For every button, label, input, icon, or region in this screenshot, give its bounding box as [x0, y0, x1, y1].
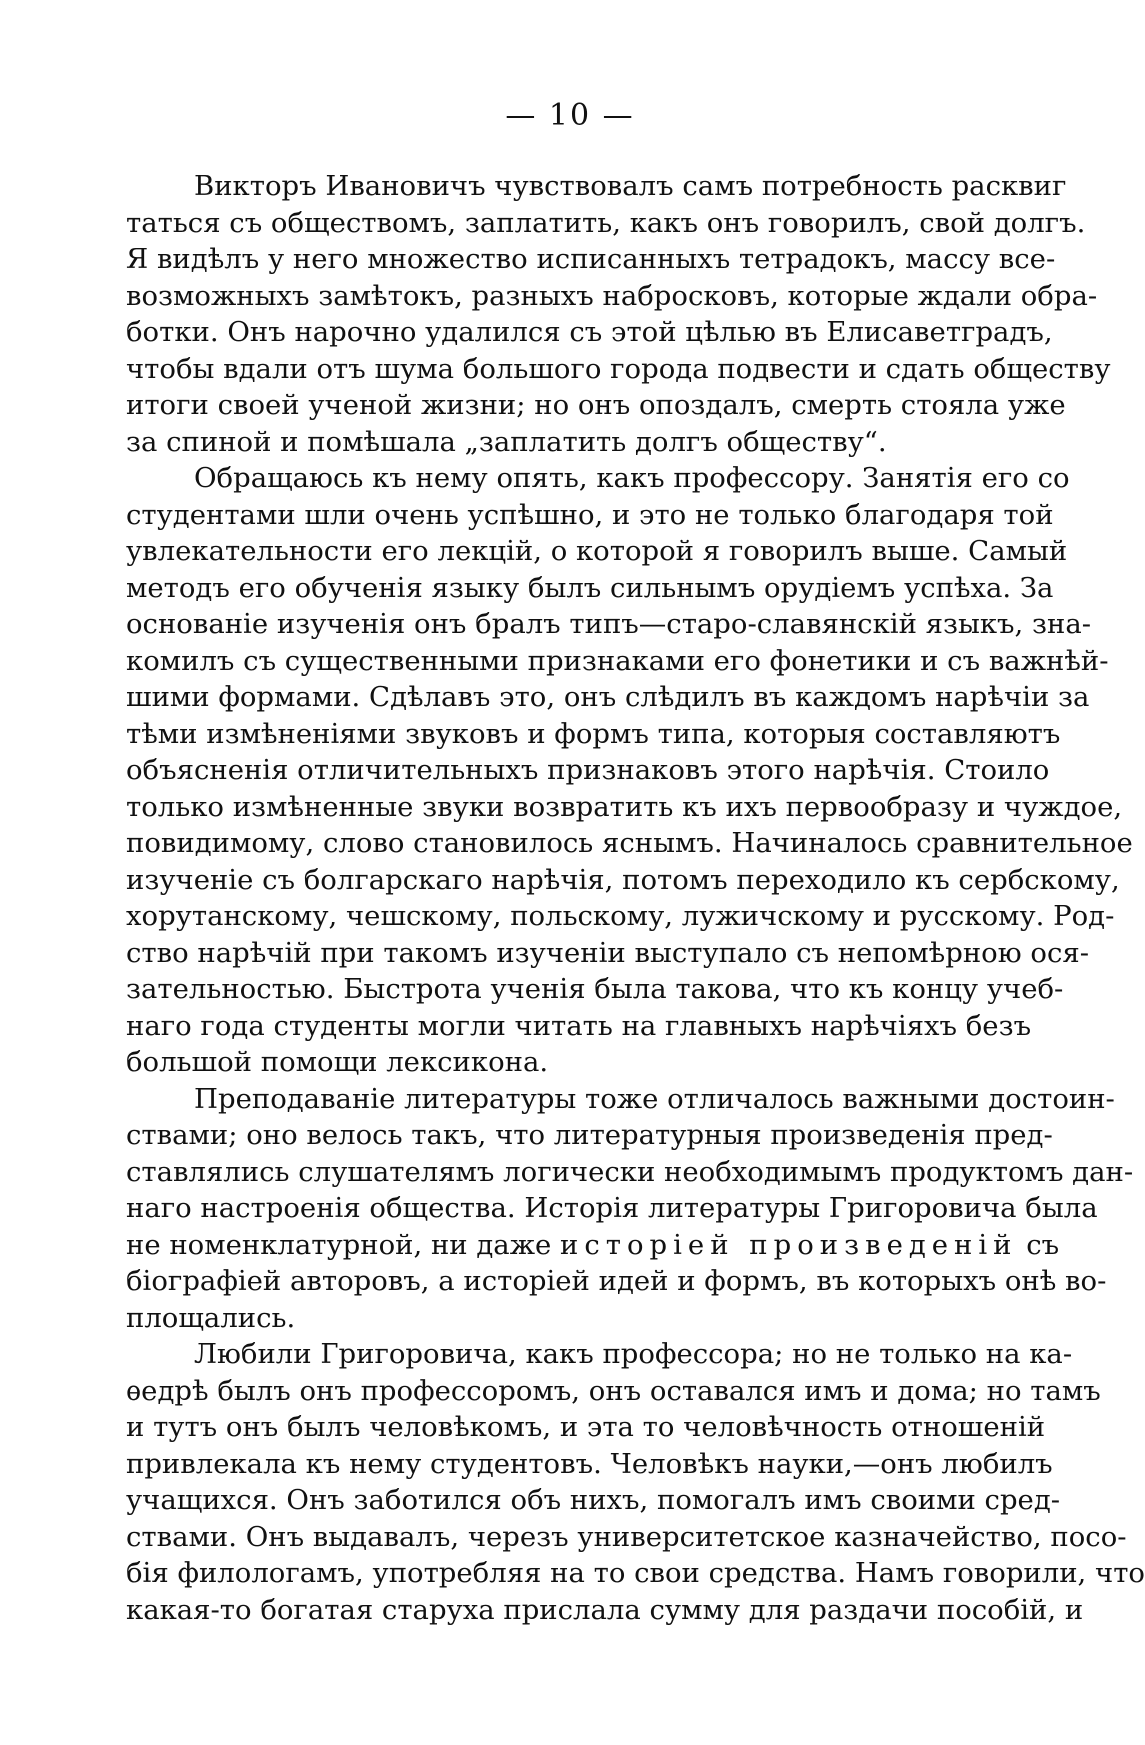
text-line: ствами. Онъ выдавалъ, черезъ университетское казначейство, посо-: [126, 1520, 1127, 1553]
text-line: чтобы вдали отъ шума большого города подвести и сдать обществу: [126, 352, 1111, 385]
text-line: Я видѣлъ у него множество исписанныхъ тетрадокъ, массу все-: [126, 243, 1056, 275]
text-line: площались.: [126, 1301, 296, 1334]
text-line: таться съ обществомъ, заплатить, какъ онъ говорилъ, свой долгъ.: [126, 206, 1086, 239]
text-line: ствами; оно велось такъ, что литературныя произведенія пред-: [126, 1119, 1053, 1151]
paragraph-3: [126, 1081, 1134, 1337]
text-line: итоги своей ученой жизни; но онъ опоздалъ, смерть стояла уже: [126, 389, 1066, 421]
text-line: ботки. Онъ нарочно удалился съ этой цѣлью въ Елисаветградъ,: [126, 316, 1053, 348]
text-line: ставлялись слушателямъ логически необходимымъ продуктомъ дан-: [126, 1155, 1134, 1188]
text-line: ѳедрѣ былъ онъ профессоромъ, онъ оставался имъ и дома; но тамъ: [126, 1374, 1101, 1407]
text-line: возможныхъ замѣтокъ, разныхъ набросковъ, которые ждали обра-: [126, 279, 1098, 312]
text-line: хорутанскому, чешскому, польскому, лужичскому и русскому. Род-: [126, 900, 1115, 932]
text-line: только измѣненные звуки возвратить къ ихъ первообразу и чуждое,: [126, 790, 1123, 823]
text-line: за спиной и помѣшала „заплатить долгъ обществу“.: [126, 425, 887, 458]
text-line-with-spaced-emphasis: [126, 1227, 1060, 1264]
text-line: Обращаюсь къ нему опять, какъ профессору. Занятія его со: [194, 462, 1070, 494]
paragraph-4: [126, 1336, 1145, 1628]
text-line: какая-то богатая старуха прислала сумму для раздачи пособій, и: [126, 1593, 1084, 1626]
page-number: — 10 —: [505, 98, 635, 133]
text-line: студентами шли очень успѣшно, и это не только благодаря той: [126, 498, 1054, 531]
text-line: объясненія отличительныхъ признаковъ этого нарѣчія. Стоило: [126, 754, 1050, 786]
spaced-emphasis: исторіей произведеній: [560, 1228, 1018, 1261]
body-text: [126, 168, 1145, 1628]
text-segment: не номенклатурной, ни даже: [126, 1228, 552, 1261]
text-line: увлекательности его лекцій, о которой я говорилъ выше. Самый: [126, 535, 1068, 567]
text-line: повидимому, слово становилось яснымъ. Начиналось сравнительное: [126, 827, 1133, 859]
text-line: бія филологамъ, употребляя на то свои средства. Намъ говорили, что: [126, 1557, 1145, 1589]
text-line: Преподаваніе литературы тоже отличалось важными достоин-: [194, 1082, 1115, 1115]
text-line: ство нарѣчій при такомъ изученіи выступало съ непомѣрною ося-: [126, 936, 1090, 969]
text-line: большой помощи лексикона.: [126, 1046, 549, 1078]
text-line: учащихся. Онъ заботился объ нихъ, помогалъ имъ своими сред-: [126, 1484, 1061, 1516]
text-segment: съ: [1026, 1228, 1060, 1261]
text-line: методъ его обученія языку былъ сильнымъ орудіемъ успѣха. За: [126, 571, 1054, 604]
text-line: зательностью. Быстрота ученія была такова, что къ концу учеб-: [126, 973, 1064, 1005]
text-line: основаніе изученія онъ бралъ типъ—старо-славянскій языкъ, зна-: [126, 608, 1092, 640]
text-line: комилъ съ существенными признаками его фонетики и съ важнѣй-: [126, 644, 1109, 677]
text-line: шими формами. Сдѣлавъ это, онъ слѣдилъ въ каждомъ нарѣчіи за: [126, 681, 1090, 713]
text-line: Любили Григоровича, какъ профессора; но не только на ка-: [194, 1338, 1073, 1370]
text-line: наго настроенія общества. Исторія литературы Григоровича была: [126, 1192, 1098, 1224]
paragraph-2: [126, 460, 1133, 1081]
text-line: изученіе съ болгарскаго нарѣчія, потомъ переходило къ сербскому,: [126, 863, 1120, 896]
text-line: Викторъ Ивановичъ чувствовалъ самъ потребность расквиг: [194, 170, 1067, 202]
text-line: привлекала къ нему студентовъ. Человѣкъ науки,—онъ любилъ: [126, 1447, 1053, 1480]
text-line: біографіей авторовъ, а исторіей идей и формъ, въ которыхъ онѣ во-: [126, 1265, 1107, 1297]
text-line: и тутъ онъ былъ человѣкомъ, и эта то человѣчность отношеній: [126, 1411, 1046, 1443]
text-line: тѣми измѣненіями звуковъ и формъ типа, которыя составляютъ: [126, 717, 1061, 750]
paragraph-1: [126, 168, 1111, 460]
text-line: наго года студенты могли читать на главныхъ нарѣчіяхъ безъ: [126, 1009, 1032, 1042]
